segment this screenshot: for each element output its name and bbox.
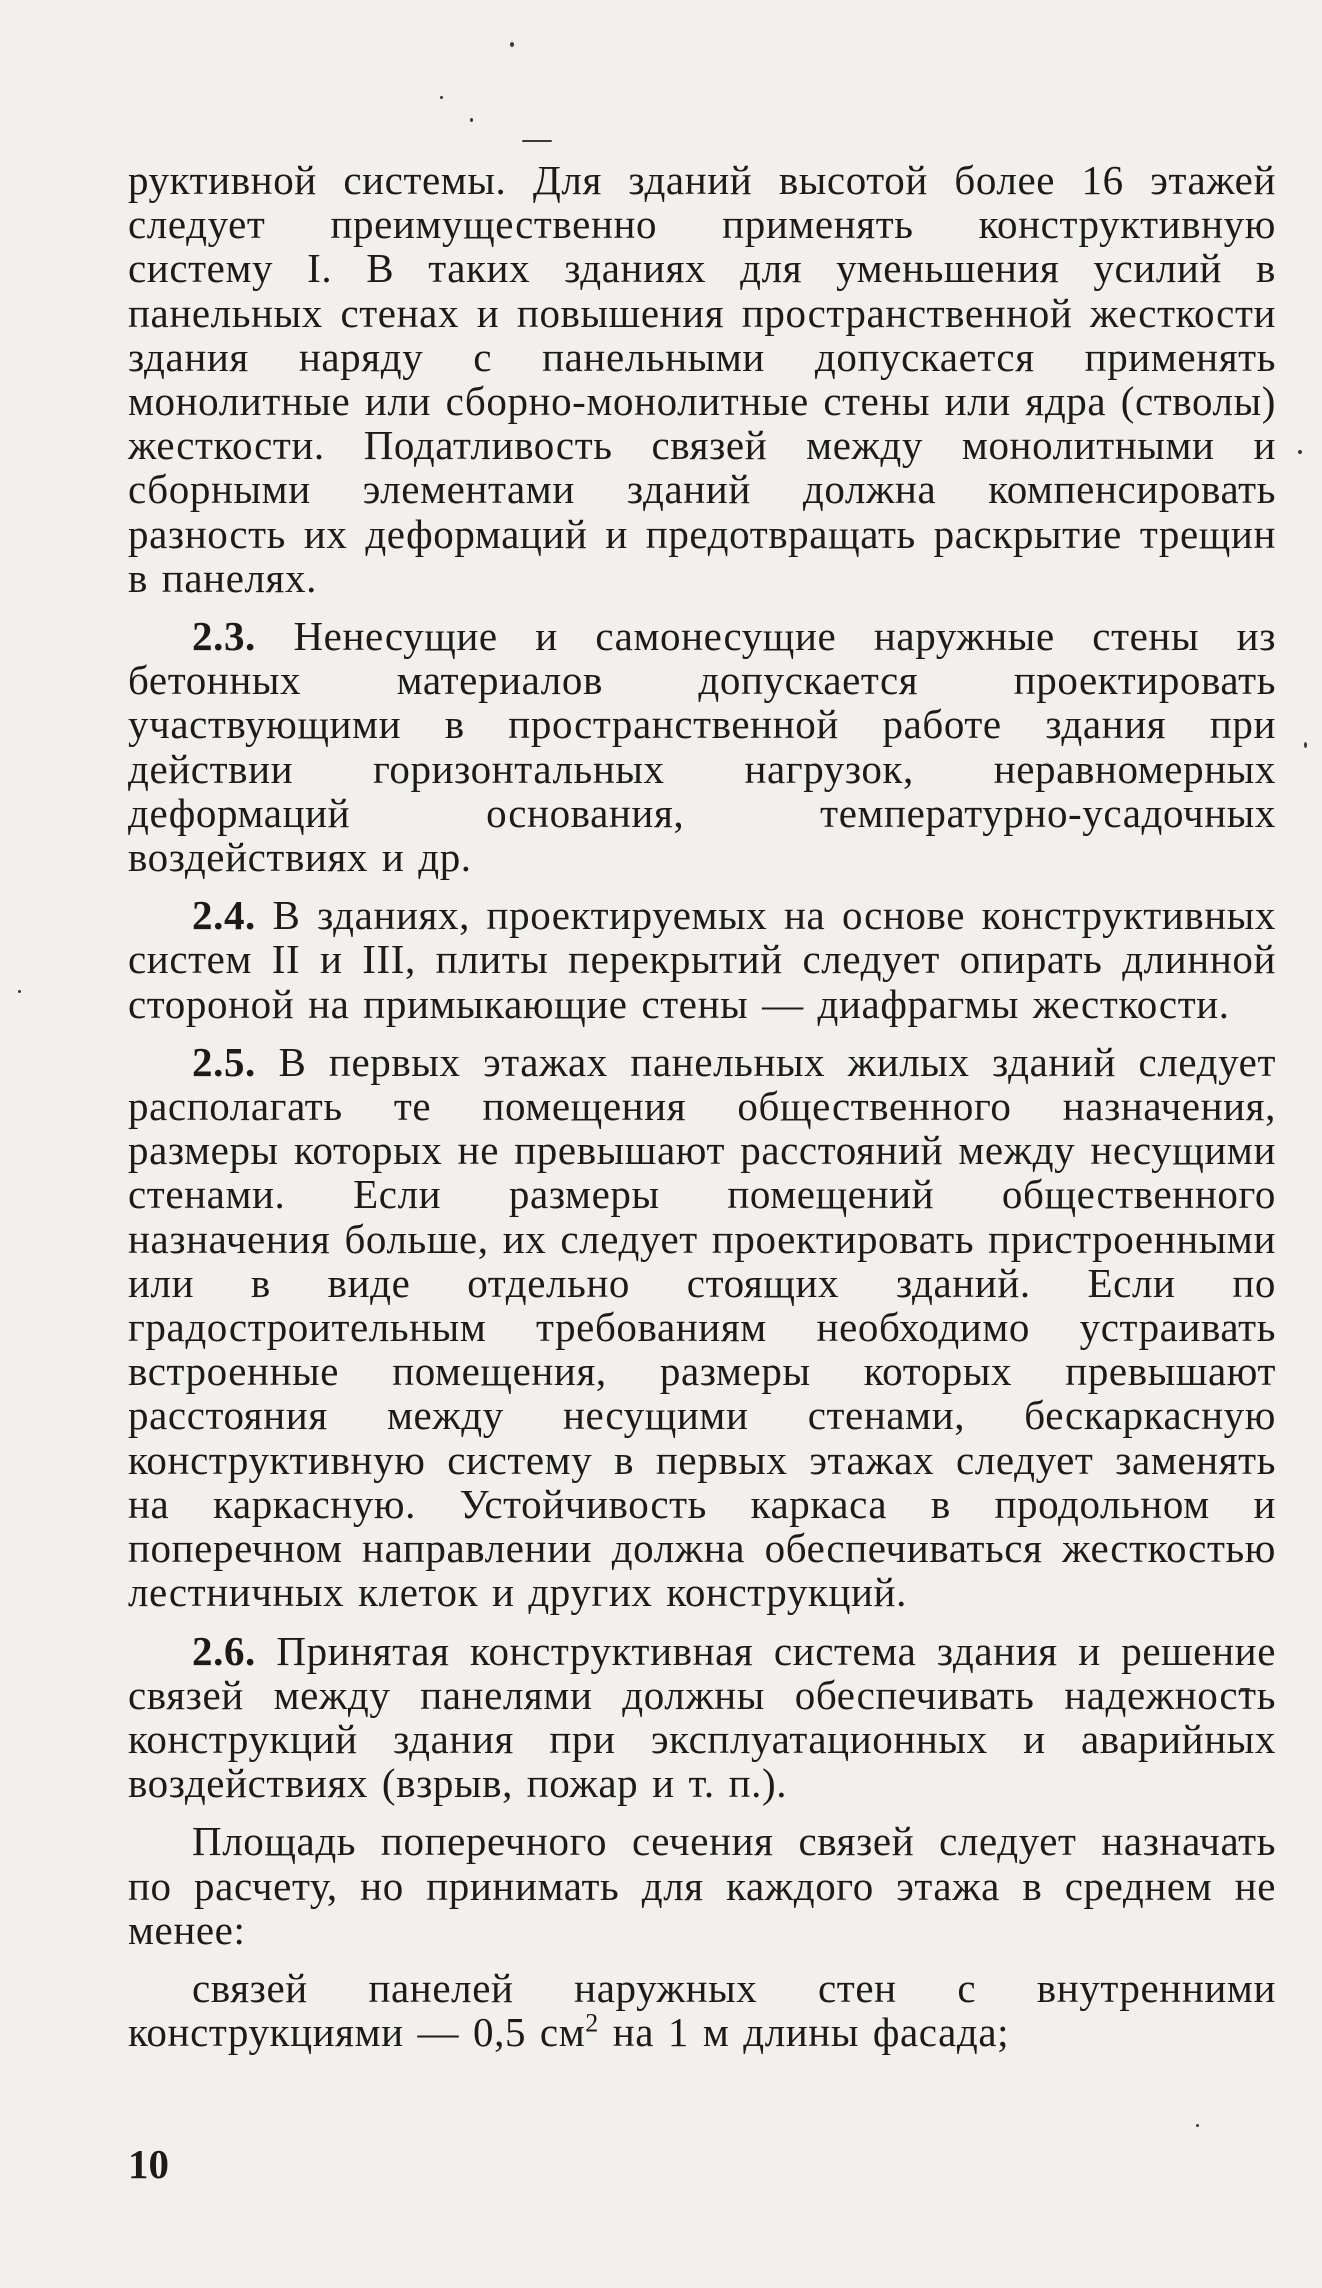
print-speck bbox=[1298, 450, 1302, 454]
paragraph-area: Площадь поперечного сечения связей следует назначать по расчету, но принимать для каждого этажа в среднем не менее: bbox=[128, 1818, 1276, 1953]
page-number: 10 bbox=[128, 2141, 169, 2187]
section-2-5 bbox=[128, 1040, 1276, 1615]
section-number: 2.3. bbox=[192, 613, 256, 660]
section-text: Ненесущие и самонесущие наружные стены из бетонных материалов допускается проектировать участвующими в пространственной работе здания при действии горизонтальных нагрузок, неравномерных деформаций основания, температурно-усадочных воздействиях и др. bbox=[128, 613, 1276, 881]
paragraph-last-item bbox=[128, 1966, 1276, 2054]
print-speck bbox=[470, 118, 473, 122]
paragraph-continuation: руктивной системы. Для зданий высотой более 16 этажей следует преимущественно применять конструктивную систему I. В таких зданиях для уменьшения усилий в панельных стенах и повышения пространственной жесткости здания наряду с панельными допускается применять монолитные или сборно-монолитные стены или ядра (стволы) жесткости. Податливость связей между монолитными и сборными элементами зданий должна компенсировать разность их деформаций и предотвращать раскрытие трещин в панелях. bbox=[128, 157, 1276, 601]
section-number: 2.4. bbox=[192, 892, 256, 939]
superscript-two: 2 bbox=[585, 2008, 599, 2038]
section-text: В первых этажах панельных жилых зданий следует располагать те помещения общественного назначения, размеры которых не превышают расстояний между несущими стенами. Если размеры помещений общественного назначения больше, их следует проектировать пристроенными или в виде отдельно стоящих зданий. Если по градостроительным требованиям необходимо устраивать встроенные помещения, размеры которых превышают расстояния между несущими стенами, бескаркасную конструктивную систему в первых этажах следует заменять на каркасную. Устойчивость каркаса в продольном и поперечном направлении должна обеспечиваться жесткостью лестничных клеток и других конструкций. bbox=[128, 1038, 1276, 1616]
print-speck bbox=[18, 990, 21, 993]
last-item-prefix: связей панелей наружных стен с внутренними конструкциями — 0,5 см bbox=[128, 1964, 1276, 2056]
section-2-3 bbox=[128, 614, 1276, 879]
print-speck bbox=[1304, 742, 1307, 748]
section-text: В зданиях, проектируемых на основе конструктивных систем II и III, плиты перекрытий следует опирать длинной стороной на примыкающие стены — диафрагмы жесткости. bbox=[128, 892, 1276, 1027]
body-text bbox=[128, 158, 1276, 2054]
section-number: 2.6. bbox=[192, 1627, 256, 1674]
print-speck bbox=[1196, 2124, 1199, 2127]
section-2-4 bbox=[128, 893, 1276, 1026]
print-speck bbox=[440, 96, 443, 99]
section-text: Принятая конструктивная система здания и решение связей между панелями должны обеспечивать надежность конструкций здания при эксплуатационных и аварийных воздействиях (взрыв, пожар и т. п.). bbox=[128, 1627, 1276, 1807]
section-2-6 bbox=[128, 1629, 1276, 1806]
print-speck bbox=[510, 42, 514, 47]
last-item-suffix: на 1 м длины фасада; bbox=[598, 2009, 1010, 2056]
section-number: 2.5. bbox=[192, 1038, 256, 1085]
print-speck bbox=[522, 140, 552, 142]
